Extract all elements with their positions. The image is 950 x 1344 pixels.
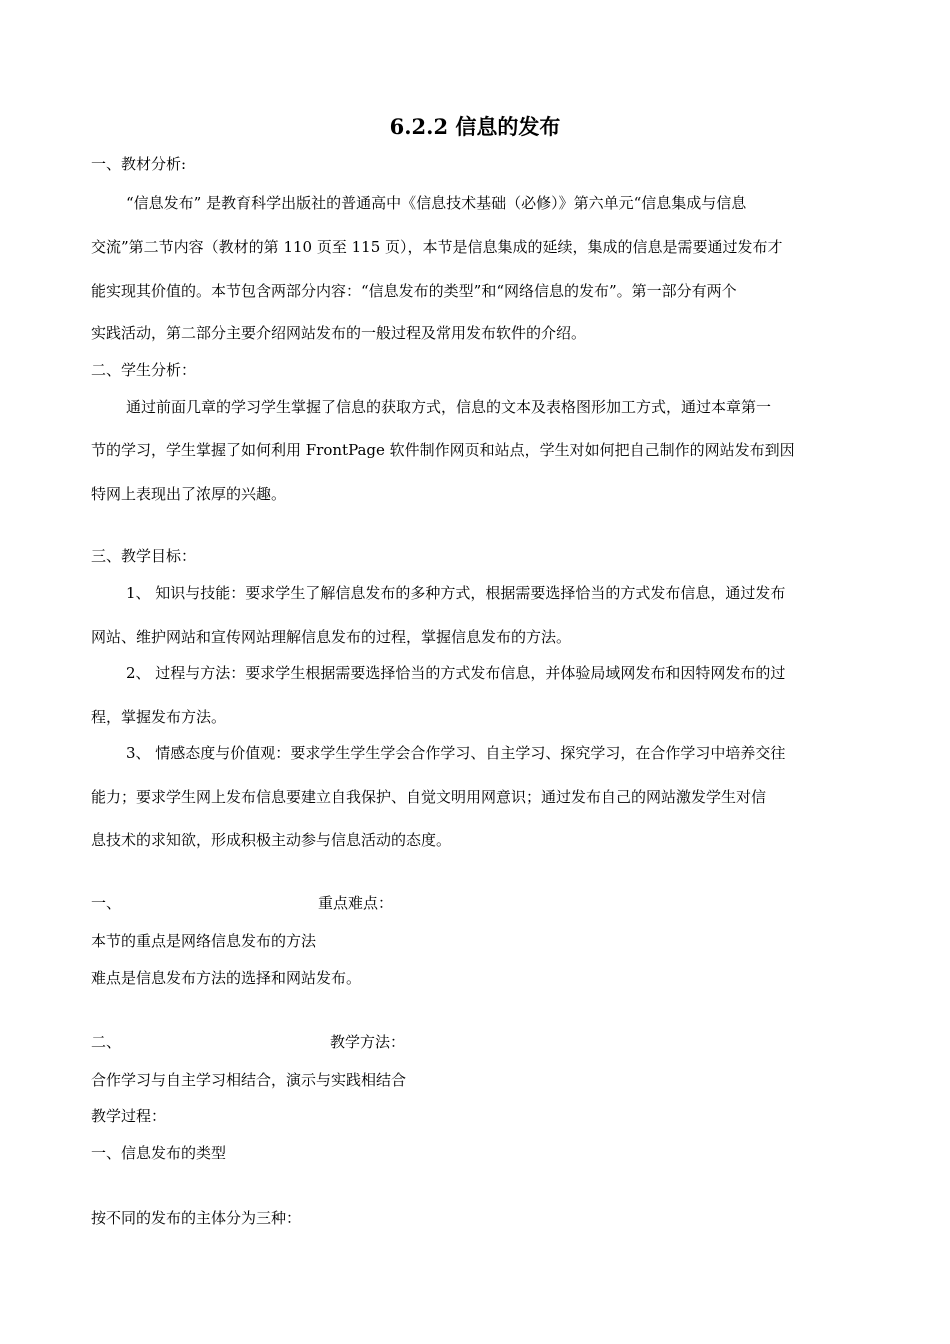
goal-line: 息技术的求知欲，形成积极主动参与信息活动的态度。: [91, 831, 452, 849]
paragraph-line: 本节的重点是网络信息发布的方法: [91, 932, 317, 950]
paragraph-line: 难点是信息发布方法的选择和网站发布。: [91, 969, 362, 987]
paragraph-line: 特网上表现出了浓厚的兴趣。: [91, 485, 287, 503]
heading-label: 重点难点：: [318, 894, 394, 912]
paragraph-line: 通过前面几章的学习学生掌握了信息的获取方式，信息的文本及表格图形加工方式，通过本章第一: [126, 398, 772, 416]
paragraph-line: 实践活动，第二部分主要介绍网站发布的一般过程及常用发布软件的介绍。: [91, 324, 587, 342]
paragraph-line: “信息发布” 是教育科学出版社的普通高中《信息技术基础（必修）》第六单元“信息集成与信息: [126, 194, 747, 212]
list-number: 二、: [91, 1033, 122, 1051]
goal-line: 3、 情感态度与价值观：要求学生学生学会合作学习、自主学习、探究学习，在合作学习中培养交往: [126, 744, 786, 762]
heading-label: 教学方法：: [330, 1033, 406, 1051]
paragraph-line: 能实现其价值的。本节包含两部分内容：“信息发布的类型”和“网络信息的发布”。第一部分有两个: [91, 282, 737, 300]
paragraph-line: 一、信息发布的类型: [91, 1144, 227, 1162]
goal-line: 2、 过程与方法：要求学生根据需要选择恰当的方式发布信息，并体验局域网发布和因特网发布的过: [126, 664, 786, 682]
document-title: 6.2.2 信息的发布: [389, 114, 561, 139]
paragraph-line: 教学过程：: [91, 1107, 167, 1125]
section-heading-teaching-goals: 三、教学目标：: [91, 547, 197, 565]
list-number: 一、: [91, 894, 122, 912]
paragraph-line: 按不同的发布的主体分为三种：: [91, 1209, 302, 1227]
goal-line: 程，掌握发布方法。: [91, 708, 227, 726]
section-heading-student-analysis: 二、学生分析：: [91, 361, 197, 379]
section-heading-textbook-analysis: 一、教材分析:: [91, 155, 187, 173]
paragraph-line: 节的学习，学生掌握了如何利用 FrontPage 软件制作网页和站点，学生对如何把自己制作的网站发布到因: [91, 441, 795, 459]
goal-line: 1、 知识与技能：要求学生了解信息发布的多种方式，根据需要选择恰当的方式发布信息，通过发布: [126, 584, 786, 602]
paragraph-line: 交流”第二节内容（教材的第 110 页至 115 页），本节是信息集成的延续，集成的信息是需要通过发布才: [91, 238, 783, 256]
goal-line: 网站、维护网站和宣传网站理解信息发布的过程，掌握信息发布的方法。: [91, 628, 572, 646]
paragraph-line: 合作学习与自主学习相结合，演示与实践相结合: [91, 1071, 407, 1089]
goal-line: 能力；要求学生网上发布信息要建立自我保护、自觉文明用网意识；通过发布自己的网站激发学生对信: [91, 788, 767, 806]
